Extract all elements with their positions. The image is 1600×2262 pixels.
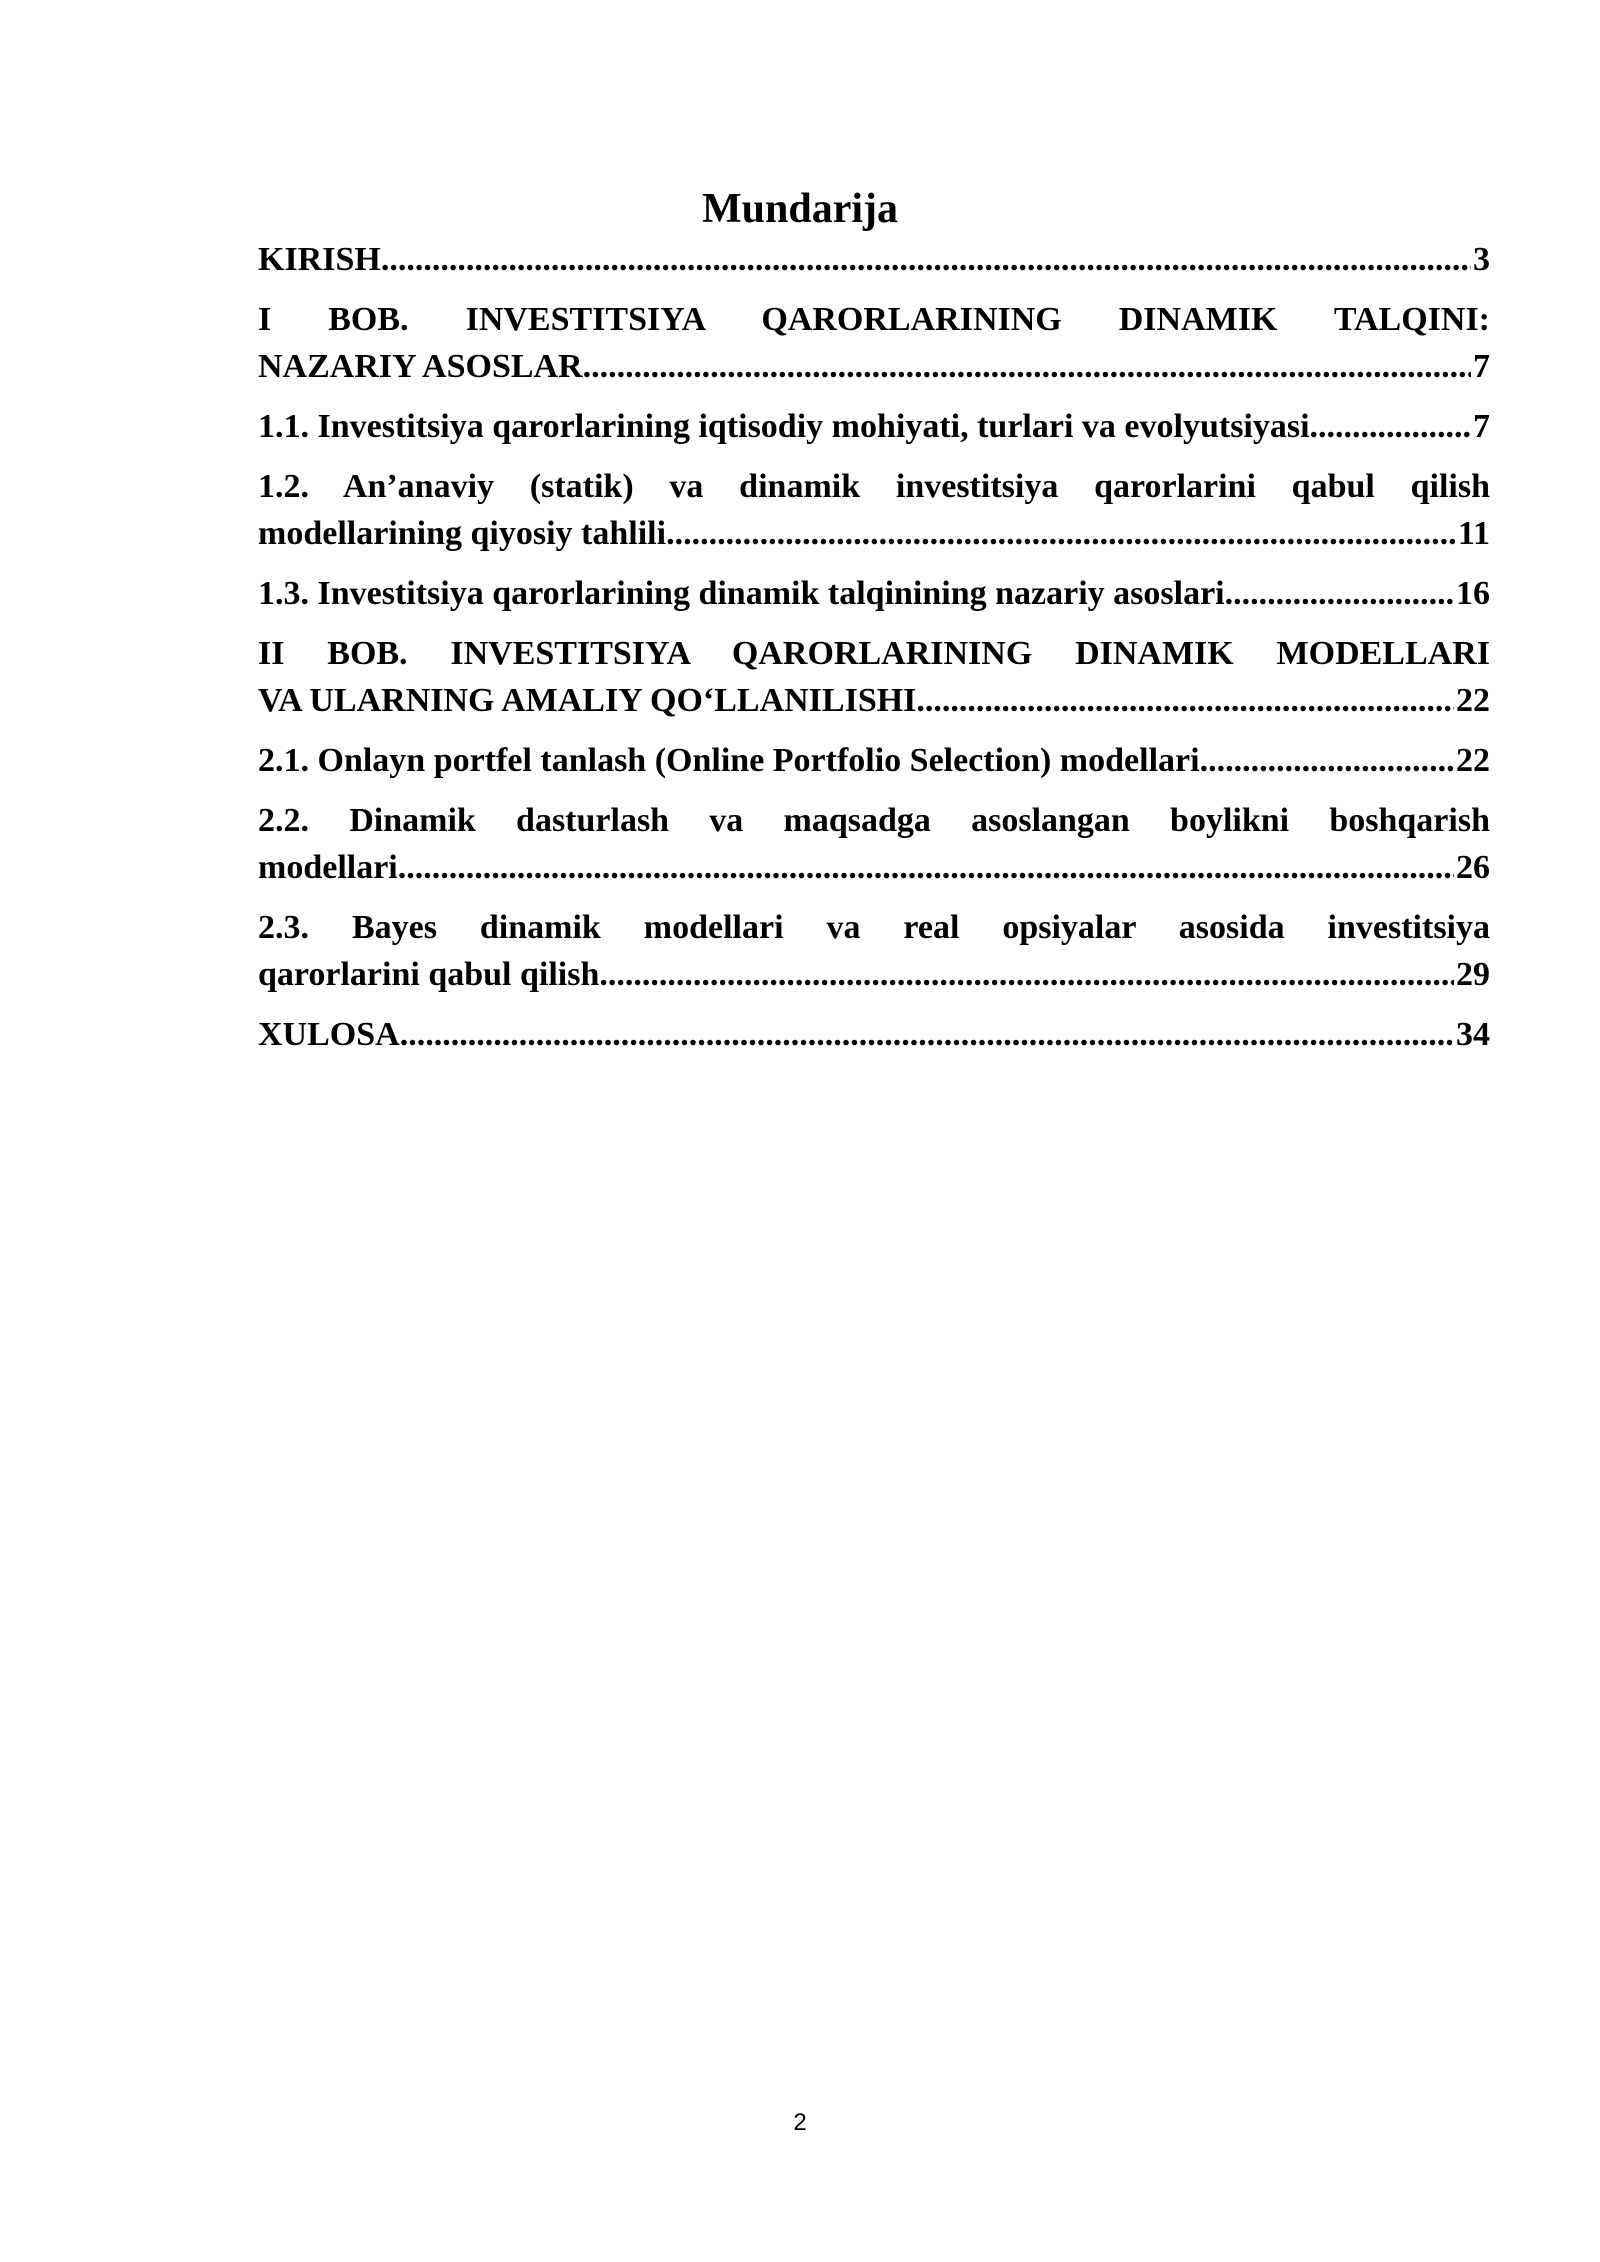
- toc-page-number: 7: [1473, 408, 1490, 445]
- toc-entry-text: 2.3. Bayes dinamik modellari va real opsiyalar asosida investitsiya: [258, 909, 1490, 946]
- page-number: 2: [793, 2109, 807, 2136]
- toc-entry-text: XULOSA: [258, 1016, 400, 1053]
- toc-leader-dots: [381, 236, 1471, 283]
- toc-entry-2-2[interactable]: [258, 797, 1490, 891]
- toc-entry-text: 1.2. An’anaviy (statik) va dinamik investitsiya qarorlarini qabul qilish: [258, 468, 1490, 505]
- toc-page-number: 29: [1456, 956, 1490, 993]
- toc-entry-1-1[interactable]: [258, 403, 1490, 450]
- toc-leader-dots: [1310, 403, 1471, 450]
- toc-entry-text: 1.1. Investitsiya qarorlarining iqtisodiy mohiyati, turlari va evolyutsiyasi: [258, 408, 1310, 445]
- toc-entry-2-1[interactable]: [258, 737, 1490, 784]
- toc-entry-text: NAZARIY ASOSLAR: [258, 348, 583, 385]
- toc-page-number: 16: [1456, 575, 1490, 612]
- toc-entry-text: I BOB. INVESTITSIYA QARORLARINING DINAMIK TALQINI:: [258, 301, 1490, 338]
- toc-entry-chapter-1[interactable]: [258, 296, 1490, 390]
- toc-leader-dots: [398, 844, 1454, 891]
- table-of-contents: [258, 236, 1490, 1071]
- toc-entry-text: VA ULARNING AMALIY QO‘LLANILISHI: [258, 682, 917, 719]
- toc-title: Mundarija: [701, 186, 898, 232]
- toc-leader-dots: [666, 510, 1456, 557]
- toc-entry-text: II BOB. INVESTITSIYA QARORLARINING DINAMIK MODELLARI: [258, 635, 1490, 672]
- toc-entry-text: modellarining qiyosiy tahlili: [258, 515, 667, 552]
- toc-entry-2-3[interactable]: [258, 904, 1490, 998]
- toc-page-number: 11: [1457, 515, 1490, 552]
- toc-page-number: 34: [1456, 1016, 1490, 1053]
- toc-page-number: 3: [1473, 241, 1490, 278]
- toc-page-number: 22: [1456, 682, 1490, 719]
- toc-page-number: 26: [1456, 849, 1490, 886]
- toc-entry-text: modellari: [258, 849, 398, 886]
- toc-leader-dots: [1200, 737, 1454, 784]
- toc-entry-1-3[interactable]: [258, 570, 1490, 617]
- toc-leader-dots: [916, 677, 1454, 724]
- toc-entry-text: 1.3. Investitsiya qarorlarining dinamik talqinining nazariy asoslari: [258, 575, 1225, 612]
- toc-page-number: 22: [1456, 742, 1490, 779]
- toc-page-number: 7: [1473, 348, 1490, 385]
- toc-leader-dots: [599, 951, 1454, 998]
- toc-entry-text: 2.2. Dinamik dasturlash va maqsadga asoslangan boylikni boshqarish: [258, 802, 1490, 839]
- toc-entry-text: KIRISH: [258, 241, 381, 278]
- toc-leader-dots: [583, 343, 1471, 390]
- toc-entry-1-2[interactable]: [258, 463, 1490, 557]
- toc-entry-kirish[interactable]: [258, 236, 1490, 283]
- toc-entry-text: 2.1. Onlayn portfel tanlash (Online Portfolio Selection) modellari: [258, 742, 1200, 779]
- toc-leader-dots: [400, 1011, 1454, 1058]
- toc-entry-xulosa[interactable]: [258, 1011, 1490, 1058]
- toc-leader-dots: [1225, 570, 1454, 617]
- toc-entry-chapter-2[interactable]: [258, 630, 1490, 724]
- toc-entry-text: qarorlarini qabul qilish: [258, 956, 600, 993]
